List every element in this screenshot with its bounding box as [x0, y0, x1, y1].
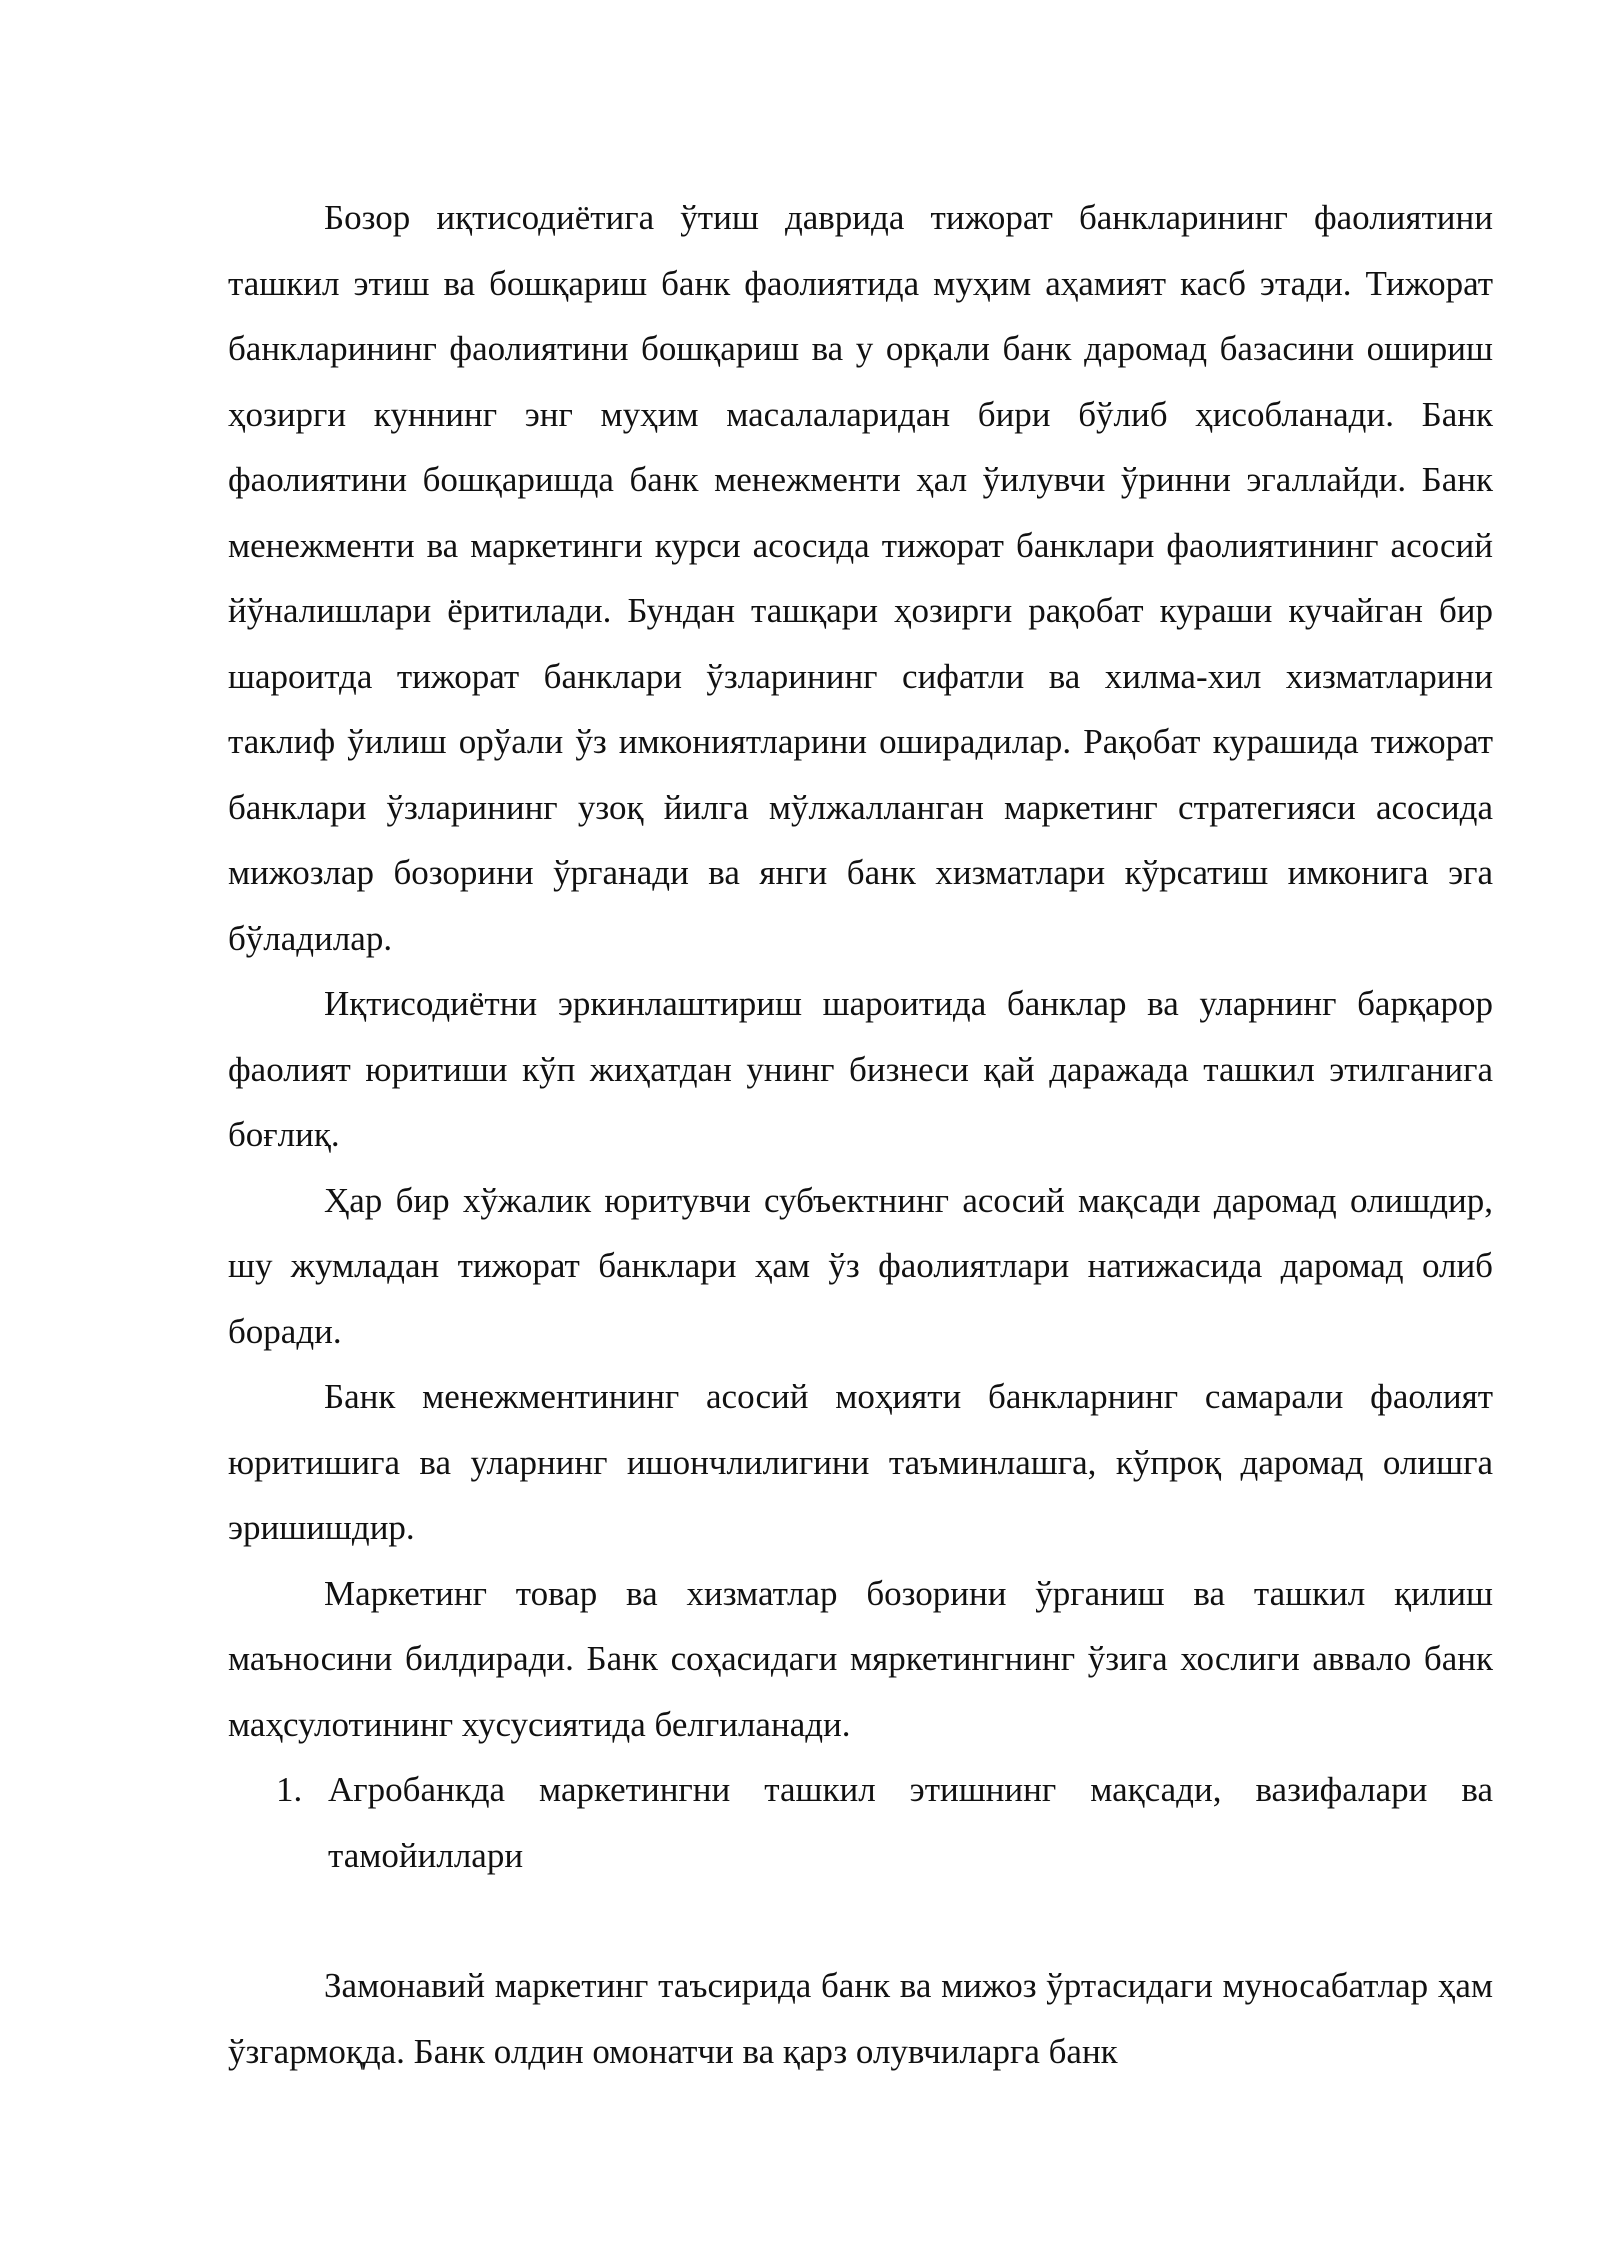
list-number-cell — [228, 1757, 328, 1888]
list-number: 1. — [276, 1770, 303, 1809]
numbered-heading — [228, 1757, 1493, 1888]
spacer — [228, 1888, 1493, 1953]
list-heading-text: Агробанкда маркетингни ташкил этишнинг мақсади, вазифалари ва тамойиллари — [328, 1770, 1493, 1875]
paragraph-5: Маркетинг товар ва хизматлар бозорини ўрганиш ва ташкил қилиш маъносини билдиради. Банк соҳасидаги мяркетингнинг ўзига хослиги аввало банк маҳсулотининг хусусиятида белгиланади. — [228, 1573, 1493, 1744]
paragraph-3: Ҳар бир хўжалик юритувчи субъектнинг асосий мақсади даромад олишдир, шу жумладан тижорат банклари ҳам ўз фаолиятлари натижасида даромад олиб боради. — [228, 1180, 1493, 1351]
document-page — [228, 185, 1493, 2084]
paragraph-2: Иқтисодиётни эркинлаштириш шароитида банклар ва уларнинг барқарор фаолият юритиши кўп жиҳатдан унинг бизнеси қай даражада ташкил этилганига боғлиқ. — [228, 984, 1493, 1154]
paragraph-1: Бозор иқтисодиётига ўтиш даврида тижорат банкларининг фаолиятини ташкил этиш ва бошқариш банк фаолиятида муҳим аҳамият касб этади. Тижорат банкларининг фаолиятини бошқариш ва у орқали банк даромад базасини ошириш ҳозирги куннинг энг муҳим масалаларидан бири бўлиб ҳисобланади. Банк фаолиятини бошқаришда банк менежменти ҳал ўилувчи ўринни эгаллайди. Банк менежменти ва маркетинги курси асосида тижорат банклари фаолиятининг асосий йўналишлари ёритилади. Бундан ташқари ҳозирги рақобат кураши кучайган бир шароитда тижорат банклари ўзларининг сифатли ва хилма-хил хизматларини таклиф ўилиш орўали ўз имкониятларини оширадилар. Рақобат курашида тижорат банклари ўзларининг узоқ йилга мўлжалланган маркетинг стратегияси асосида мижозлар бозорини ўрганади ва янги банк хизматлари кўрсатиш имконига эга бўладилар. — [228, 198, 1493, 958]
closing-paragraph: Замонавий маркетинг таъсирида банк ва мижоз ўртасидаги муносабатлар ҳам ўзгармоқда. Банк олдин омонатчи ва қарз олувчиларга банк — [228, 1966, 1493, 2071]
paragraph-4: Банк менежментининг асосий моҳияти банкларнинг самарали фаолият юритишига ва уларнинг ишончлилигини таъминлашга, кўпроқ даромад олишга эришишдир. — [228, 1377, 1493, 1547]
